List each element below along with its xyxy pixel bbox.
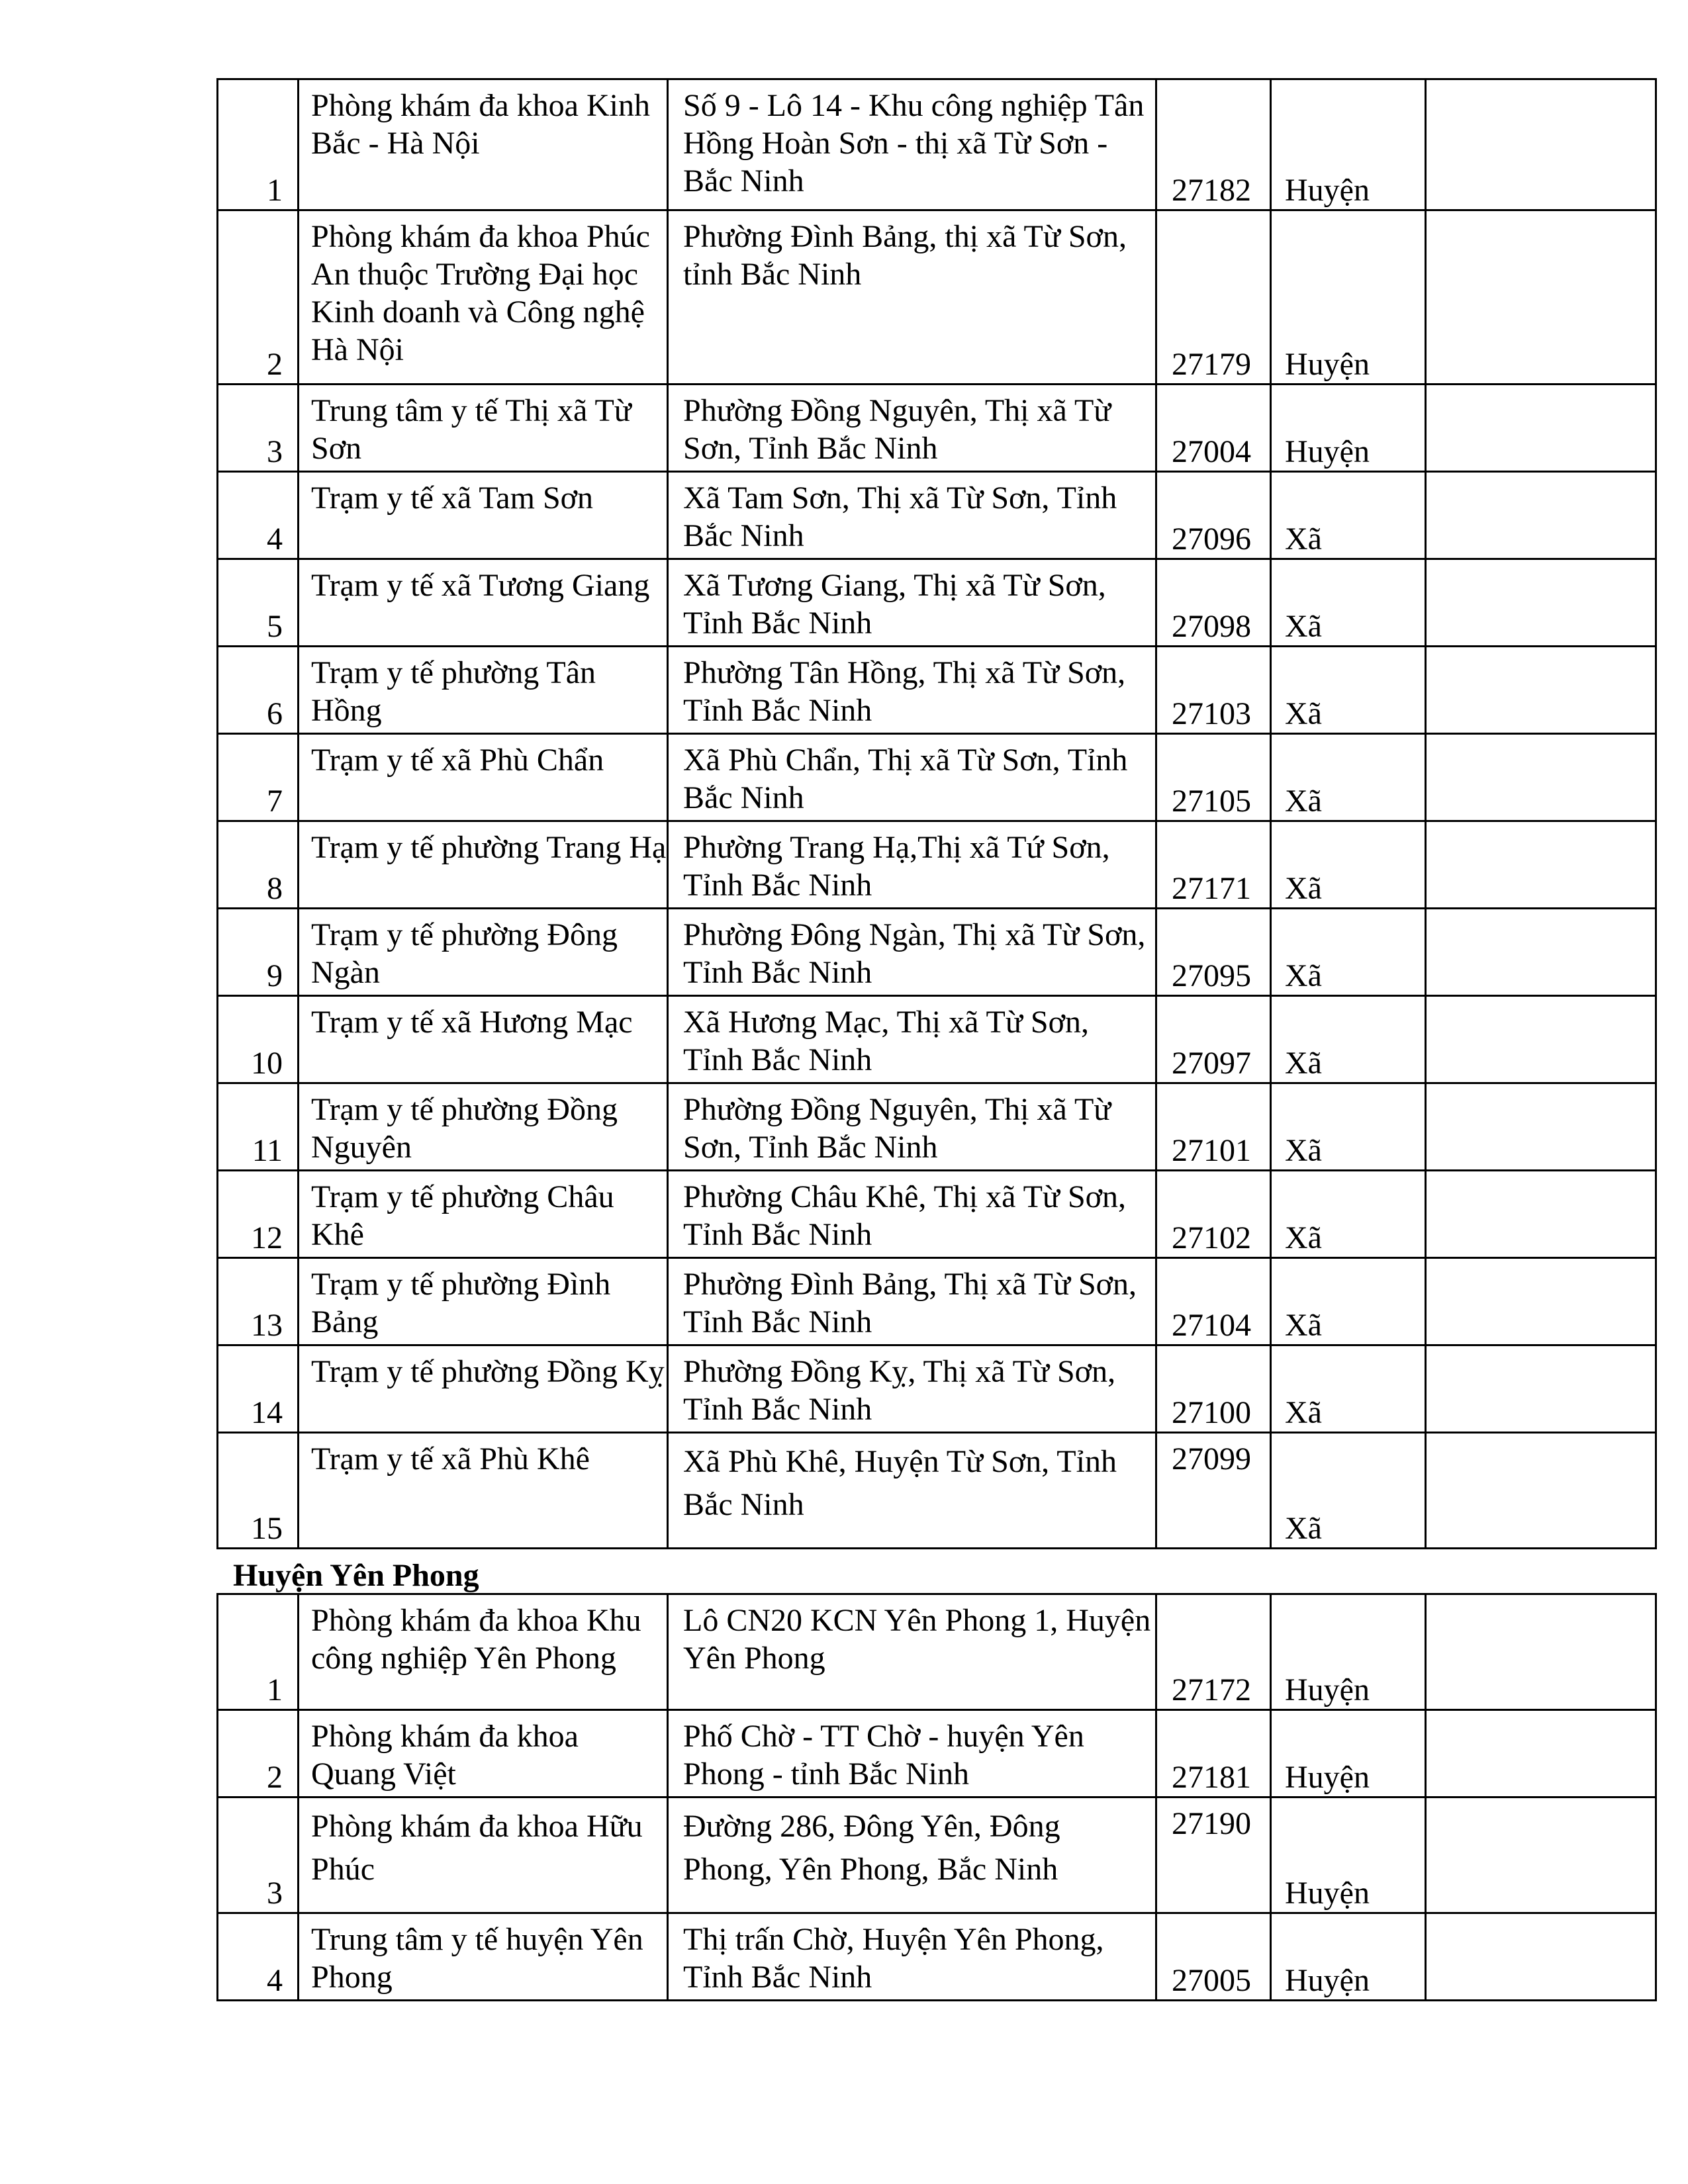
empty-cell bbox=[1426, 1171, 1656, 1258]
empty-cell bbox=[1426, 1258, 1656, 1345]
facility-level: Huyện bbox=[1271, 1913, 1426, 2001]
row-number: 5 bbox=[218, 559, 299, 647]
empty-cell bbox=[1426, 472, 1656, 559]
table-row bbox=[218, 559, 1656, 647]
row-number: 1 bbox=[218, 1594, 299, 1710]
facility-name: Trạm y tế phường Trang Hạ bbox=[299, 821, 668, 909]
facility-code: 27102 bbox=[1156, 1171, 1271, 1258]
facility-level: Xã bbox=[1271, 821, 1426, 909]
facility-address: Xã Hương Mạc, Thị xã Từ Sơn, Tỉnh Bắc Ninh bbox=[668, 996, 1156, 1083]
facility-name: Phòng khám đa khoa Khu công nghiệp Yên Phong bbox=[299, 1594, 668, 1710]
facility-code: 27100 bbox=[1156, 1345, 1271, 1433]
row-number: 3 bbox=[218, 1797, 299, 1913]
facility-code: 27096 bbox=[1156, 472, 1271, 559]
facility-address: Xã Phù Chẩn, Thị xã Từ Sơn, Tỉnh Bắc Ninh bbox=[668, 734, 1156, 821]
facility-level: Xã bbox=[1271, 647, 1426, 734]
facility-level: Huyện bbox=[1271, 1594, 1426, 1710]
facility-code: 27172 bbox=[1156, 1594, 1271, 1710]
facility-table-tu-son bbox=[216, 78, 1657, 1549]
facility-level: Huyện bbox=[1271, 385, 1426, 472]
table-row bbox=[218, 821, 1656, 909]
empty-cell bbox=[1426, 559, 1656, 647]
empty-cell bbox=[1426, 79, 1656, 210]
section-title: Huyện Yên Phong bbox=[233, 1558, 479, 1593]
facility-name: Phòng khám đa khoa Hữu Phúc bbox=[299, 1797, 668, 1913]
table-row bbox=[218, 385, 1656, 472]
facility-name: Phòng khám đa khoa Phúc An thuộc Trường Đại học Kinh doanh và Công nghệ Hà Nội bbox=[299, 210, 668, 385]
empty-cell bbox=[1426, 1913, 1656, 2001]
facility-level: Xã bbox=[1271, 909, 1426, 996]
facility-code: 27005 bbox=[1156, 1913, 1271, 2001]
empty-cell bbox=[1426, 996, 1656, 1083]
row-number: 3 bbox=[218, 385, 299, 472]
facility-level: Xã bbox=[1271, 1433, 1426, 1549]
facility-name: Trung tâm y tế Thị xã Từ Sơn bbox=[299, 385, 668, 472]
facility-level: Xã bbox=[1271, 1171, 1426, 1258]
row-number: 6 bbox=[218, 647, 299, 734]
facility-code: 27105 bbox=[1156, 734, 1271, 821]
empty-cell bbox=[1426, 210, 1656, 385]
facility-name: Trạm y tế phường Đồng Nguyên bbox=[299, 1083, 668, 1171]
facility-address: Phường Đình Bảng, Thị xã Từ Sơn, Tỉnh Bắc Ninh bbox=[668, 1258, 1156, 1345]
empty-cell bbox=[1426, 385, 1656, 472]
facility-address: Lô CN20 KCN Yên Phong 1, Huyện Yên Phong bbox=[668, 1594, 1156, 1710]
table-row bbox=[218, 1797, 1656, 1913]
empty-cell bbox=[1426, 1433, 1656, 1549]
table-row bbox=[218, 210, 1656, 385]
facility-level: Huyện bbox=[1271, 1710, 1426, 1797]
table-row bbox=[218, 1913, 1656, 2001]
table-row bbox=[218, 1433, 1656, 1549]
facility-address: Đường 286, Đông Yên, Đông Phong, Yên Phong, Bắc Ninh bbox=[668, 1797, 1156, 1913]
facility-address: Phường Đồng Kỵ, Thị xã Từ Sơn, Tỉnh Bắc Ninh bbox=[668, 1345, 1156, 1433]
table-row bbox=[218, 472, 1656, 559]
facility-name: Phòng khám đa khoa Kinh Bắc - Hà Nội bbox=[299, 79, 668, 210]
table-row bbox=[218, 1345, 1656, 1433]
row-number: 11 bbox=[218, 1083, 299, 1171]
facility-code: 27104 bbox=[1156, 1258, 1271, 1345]
empty-cell bbox=[1426, 821, 1656, 909]
table-row bbox=[218, 996, 1656, 1083]
facility-name: Trạm y tế phường Đông Ngàn bbox=[299, 909, 668, 996]
facility-name: Trạm y tế xã Phù Chẩn bbox=[299, 734, 668, 821]
facility-address: Phường Đồng Nguyên, Thị xã Từ Sơn, Tỉnh Bắc Ninh bbox=[668, 385, 1156, 472]
facility-address: Phố Chờ - TT Chờ - huyện Yên Phong - tỉnh Bắc Ninh bbox=[668, 1710, 1156, 1797]
facility-level: Xã bbox=[1271, 1345, 1426, 1433]
empty-cell bbox=[1426, 1594, 1656, 1710]
empty-cell bbox=[1426, 1797, 1656, 1913]
table-row bbox=[218, 1083, 1656, 1171]
table-row bbox=[218, 1710, 1656, 1797]
row-number: 10 bbox=[218, 996, 299, 1083]
facility-address: Phường Đồng Nguyên, Thị xã Từ Sơn, Tỉnh Bắc Ninh bbox=[668, 1083, 1156, 1171]
facility-code: 27004 bbox=[1156, 385, 1271, 472]
facility-code: 27101 bbox=[1156, 1083, 1271, 1171]
table-row bbox=[218, 909, 1656, 996]
table-row bbox=[218, 1594, 1656, 1710]
facility-code: 27179 bbox=[1156, 210, 1271, 385]
row-number: 4 bbox=[218, 1913, 299, 2001]
row-number: 1 bbox=[218, 79, 299, 210]
facility-code: 27181 bbox=[1156, 1710, 1271, 1797]
facility-code: 27171 bbox=[1156, 821, 1271, 909]
empty-cell bbox=[1426, 1083, 1656, 1171]
facility-address: Xã Phù Khê, Huyện Từ Sơn, Tỉnh Bắc Ninh bbox=[668, 1433, 1156, 1549]
facility-name: Trạm y tế phường Đình Bảng bbox=[299, 1258, 668, 1345]
row-number: 15 bbox=[218, 1433, 299, 1549]
facility-name: Trạm y tế phường Đồng Kỵ bbox=[299, 1345, 668, 1433]
empty-cell bbox=[1426, 647, 1656, 734]
empty-cell bbox=[1426, 734, 1656, 821]
facility-code: 27095 bbox=[1156, 909, 1271, 996]
facility-code: 27182 bbox=[1156, 79, 1271, 210]
facility-address: Phường Đình Bảng, thị xã Từ Sơn, tỉnh Bắc Ninh bbox=[668, 210, 1156, 385]
facility-address: Phường Đông Ngàn, Thị xã Từ Sơn, Tỉnh Bắc Ninh bbox=[668, 909, 1156, 996]
facility-level: Xã bbox=[1271, 734, 1426, 821]
facility-address: Xã Tam Sơn, Thị xã Từ Sơn, Tỉnh Bắc Ninh bbox=[668, 472, 1156, 559]
empty-cell bbox=[1426, 1345, 1656, 1433]
row-number: 2 bbox=[218, 1710, 299, 1797]
facility-level: Xã bbox=[1271, 559, 1426, 647]
facility-address: Xã Tương Giang, Thị xã Từ Sơn, Tỉnh Bắc Ninh bbox=[668, 559, 1156, 647]
facility-level: Huyện bbox=[1271, 79, 1426, 210]
facility-level: Xã bbox=[1271, 472, 1426, 559]
facility-address: Phường Tân Hồng, Thị xã Từ Sơn, Tỉnh Bắc Ninh bbox=[668, 647, 1156, 734]
facility-code: 27190 bbox=[1156, 1797, 1271, 1913]
facility-address: Thị trấn Chờ, Huyện Yên Phong, Tỉnh Bắc Ninh bbox=[668, 1913, 1156, 2001]
row-number: 12 bbox=[218, 1171, 299, 1258]
empty-cell bbox=[1426, 909, 1656, 996]
facility-name: Trung tâm y tế huyện Yên Phong bbox=[299, 1913, 668, 2001]
facility-name: Trạm y tế xã Phù Khê bbox=[299, 1433, 668, 1549]
facility-name: Trạm y tế xã Tương Giang bbox=[299, 559, 668, 647]
row-number: 2 bbox=[218, 210, 299, 385]
facility-name: Trạm y tế xã Tam Sơn bbox=[299, 472, 668, 559]
table-row bbox=[218, 1258, 1656, 1345]
facility-name: Trạm y tế xã Hương Mạc bbox=[299, 996, 668, 1083]
facility-address: Phường Trang Hạ,Thị xã Tứ Sơn, Tỉnh Bắc Ninh bbox=[668, 821, 1156, 909]
row-number: 8 bbox=[218, 821, 299, 909]
facility-table-yen-phong bbox=[216, 1593, 1657, 2001]
facility-address: Phường Châu Khê, Thị xã Từ Sơn, Tỉnh Bắc Ninh bbox=[668, 1171, 1156, 1258]
table-row bbox=[218, 734, 1656, 821]
facility-address: Số 9 - Lô 14 - Khu công nghiệp Tân Hồng Hoàn Sơn - thị xã Từ Sơn - Bắc Ninh bbox=[668, 79, 1156, 210]
row-number: 7 bbox=[218, 734, 299, 821]
facility-code: 27103 bbox=[1156, 647, 1271, 734]
facility-code: 27098 bbox=[1156, 559, 1271, 647]
facility-name: Trạm y tế phường Châu Khê bbox=[299, 1171, 668, 1258]
facility-name: Trạm y tế phường Tân Hồng bbox=[299, 647, 668, 734]
table-row bbox=[218, 79, 1656, 210]
empty-cell bbox=[1426, 1710, 1656, 1797]
facility-level: Huyện bbox=[1271, 1797, 1426, 1913]
facility-level: Huyện bbox=[1271, 210, 1426, 385]
facility-name: Phòng khám đa khoa Quang Việt bbox=[299, 1710, 668, 1797]
facility-level: Xã bbox=[1271, 1258, 1426, 1345]
facility-code: 27097 bbox=[1156, 996, 1271, 1083]
table-row bbox=[218, 647, 1656, 734]
table-row bbox=[218, 1171, 1656, 1258]
row-number: 13 bbox=[218, 1258, 299, 1345]
facility-level: Xã bbox=[1271, 996, 1426, 1083]
row-number: 4 bbox=[218, 472, 299, 559]
facility-code: 27099 bbox=[1156, 1433, 1271, 1549]
facility-level: Xã bbox=[1271, 1083, 1426, 1171]
row-number: 9 bbox=[218, 909, 299, 996]
row-number: 14 bbox=[218, 1345, 299, 1433]
